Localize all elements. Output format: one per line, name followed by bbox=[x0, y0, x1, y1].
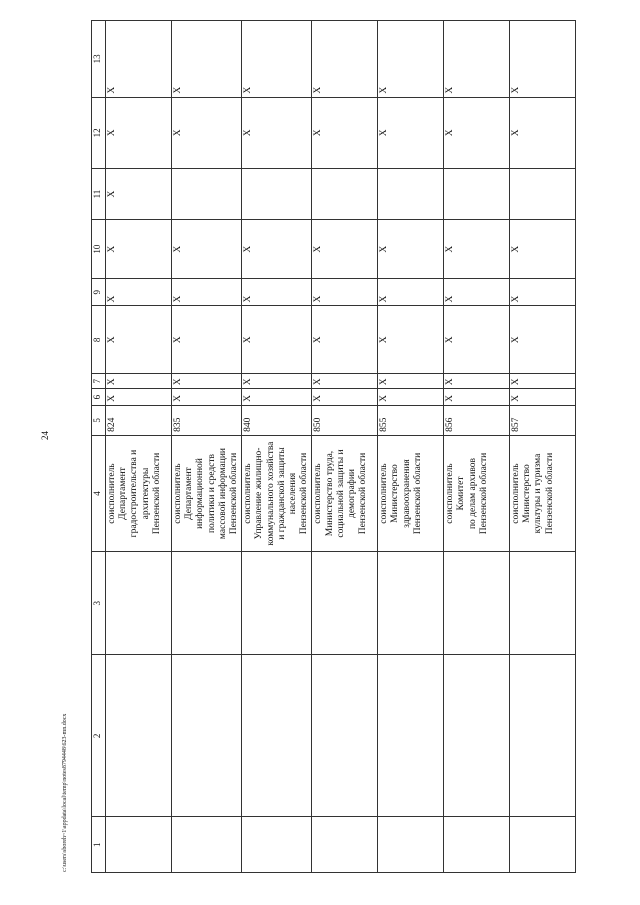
mark-cell: X bbox=[379, 86, 390, 94]
mark-cell: X bbox=[510, 305, 575, 373]
mark-cell: X bbox=[242, 97, 311, 168]
mark-cell: X bbox=[378, 219, 443, 278]
executor-line: соисполнитель bbox=[243, 463, 254, 524]
empty-cell bbox=[242, 817, 311, 873]
table-row bbox=[242, 21, 312, 872]
executor-line: Департамент bbox=[184, 467, 195, 520]
mark-cell: X bbox=[242, 305, 311, 373]
header-col-2: 2 bbox=[92, 654, 105, 816]
table-row bbox=[312, 21, 378, 872]
executor-line: соисполнитель bbox=[107, 463, 117, 524]
mark-cell: X bbox=[172, 388, 241, 405]
mark-cell: X bbox=[378, 388, 443, 405]
executor-line: информационной bbox=[195, 458, 206, 529]
mark-cell: X bbox=[172, 219, 241, 278]
code-cell: 824 bbox=[106, 405, 171, 435]
empty-cell bbox=[172, 551, 241, 654]
executor-line: политики и средств bbox=[206, 453, 217, 534]
mark-cell: X bbox=[510, 219, 575, 278]
mark-cell: X bbox=[313, 86, 324, 94]
executor-line: Министерство труда, bbox=[324, 450, 335, 537]
header-col-9: 9 bbox=[92, 278, 105, 305]
executor-line: населения bbox=[287, 472, 298, 515]
table-header-row bbox=[92, 21, 106, 872]
mark-cell: X bbox=[312, 388, 377, 405]
budget-table bbox=[91, 20, 576, 873]
mark-cell: X bbox=[510, 388, 575, 405]
executor-line: массовой информации bbox=[217, 447, 228, 540]
mark-cell bbox=[242, 168, 311, 219]
mark-cell: X bbox=[172, 97, 241, 168]
executor-line: Пензенской области bbox=[228, 452, 239, 535]
executor-line: соисполнитель bbox=[313, 463, 324, 524]
mark-cell: X bbox=[106, 168, 171, 219]
executor-line: коммунального хозяйства bbox=[265, 441, 276, 546]
empty-cell bbox=[172, 817, 241, 873]
mark-cell: X bbox=[444, 219, 509, 278]
footer-file-path: c:\users\sboreh~1\appdata\local\temp\notes8794448\623-mn.docx bbox=[62, 713, 68, 872]
code-cell: 840 bbox=[242, 405, 311, 435]
empty-cell bbox=[510, 817, 575, 873]
executor-line: соисполнитель bbox=[511, 463, 522, 524]
empty-cell bbox=[510, 551, 575, 654]
empty-cell bbox=[242, 654, 311, 816]
executor-line: Пензенской области bbox=[478, 452, 489, 535]
empty-cell bbox=[378, 817, 443, 873]
header-col-10: 10 bbox=[92, 219, 105, 278]
page-number: 24 bbox=[40, 431, 50, 440]
empty-cell bbox=[378, 654, 443, 816]
mark-cell: X bbox=[172, 278, 241, 305]
executor-cell bbox=[172, 435, 241, 551]
mark-cell: X bbox=[510, 373, 575, 388]
mark-cell: X bbox=[312, 305, 377, 373]
executor-line: соисполнитель bbox=[172, 463, 183, 524]
empty-cell bbox=[106, 654, 171, 816]
mark-cell: X bbox=[242, 373, 311, 388]
mark-cell: X bbox=[378, 305, 443, 373]
mark-cell bbox=[172, 168, 241, 219]
empty-cell bbox=[172, 654, 241, 816]
executor-cell bbox=[444, 435, 509, 551]
executor-line: Министерство bbox=[522, 464, 533, 523]
header-col-7: 7 bbox=[92, 373, 105, 388]
executor-line: соисполнитель bbox=[445, 463, 456, 524]
empty-cell bbox=[378, 551, 443, 654]
executor-cell bbox=[378, 435, 443, 551]
mark-cell: X bbox=[106, 278, 171, 305]
mark-cell: X bbox=[444, 278, 509, 305]
header-col-13: 13 bbox=[92, 54, 102, 64]
empty-cell bbox=[312, 817, 377, 873]
mark-cell: X bbox=[107, 86, 117, 94]
table-row bbox=[106, 21, 172, 872]
header-col-1: 1 bbox=[92, 817, 105, 873]
mark-cell: X bbox=[312, 97, 377, 168]
mark-cell: X bbox=[445, 86, 456, 94]
code-cell: 835 bbox=[172, 405, 241, 435]
mark-cell: X bbox=[444, 97, 509, 168]
code-cell: 855 bbox=[378, 405, 443, 435]
mark-cell: X bbox=[444, 388, 509, 405]
empty-cell bbox=[444, 817, 509, 873]
empty-cell bbox=[106, 817, 171, 873]
executor-line: Департамент bbox=[118, 467, 129, 520]
mark-cell: X bbox=[242, 219, 311, 278]
mark-cell: X bbox=[106, 305, 171, 373]
header-col-6: 6 bbox=[92, 388, 105, 405]
executor-cell bbox=[510, 435, 575, 551]
executor-line: Министерство bbox=[390, 464, 401, 523]
executor-line: культуры и туризма bbox=[533, 453, 544, 534]
executor-line: градостроительства и bbox=[129, 449, 140, 538]
mark-cell: X bbox=[172, 86, 183, 94]
header-col-8: 8 bbox=[92, 305, 105, 373]
executor-line: архитектуры bbox=[140, 467, 151, 520]
mark-cell: X bbox=[378, 97, 443, 168]
mark-cell: X bbox=[106, 219, 171, 278]
mark-cell: X bbox=[510, 278, 575, 305]
executor-line: Пензенской области bbox=[358, 452, 369, 535]
executor-cell bbox=[106, 435, 171, 551]
mark-cell: X bbox=[378, 373, 443, 388]
mark-cell: X bbox=[243, 86, 254, 94]
mark-cell: X bbox=[312, 278, 377, 305]
table-row bbox=[510, 21, 575, 872]
empty-cell bbox=[444, 551, 509, 654]
code-cell: 857 bbox=[510, 405, 575, 435]
mark-cell: X bbox=[242, 388, 311, 405]
mark-cell: X bbox=[312, 219, 377, 278]
executor-line: по делам архивов bbox=[467, 457, 478, 530]
code-cell: 850 bbox=[312, 405, 377, 435]
mark-cell: X bbox=[242, 278, 311, 305]
empty-cell bbox=[312, 551, 377, 654]
table-row bbox=[172, 21, 242, 872]
header-col-11: 11 bbox=[92, 168, 105, 219]
executor-line: Комитет bbox=[456, 476, 467, 511]
table-row bbox=[444, 21, 510, 872]
executor-cell bbox=[312, 435, 377, 551]
executor-line: социальной защиты и bbox=[335, 449, 346, 538]
mark-cell: X bbox=[444, 305, 509, 373]
mark-cell: X bbox=[444, 373, 509, 388]
mark-cell: X bbox=[312, 373, 377, 388]
mark-cell: X bbox=[510, 97, 575, 168]
mark-cell: X bbox=[511, 86, 522, 94]
mark-cell bbox=[510, 168, 575, 219]
mark-cell: X bbox=[378, 278, 443, 305]
executor-line: здравоохранения bbox=[401, 459, 412, 528]
mark-cell: X bbox=[172, 373, 241, 388]
executor-line: Управление жилищно- bbox=[254, 447, 265, 540]
empty-cell bbox=[106, 551, 171, 654]
executor-line: соисполнитель bbox=[379, 463, 390, 524]
executor-line: Пензенской области bbox=[544, 452, 555, 535]
empty-cell bbox=[242, 551, 311, 654]
table-row bbox=[378, 21, 444, 872]
mark-cell bbox=[444, 168, 509, 219]
executor-line: Пензенской области bbox=[299, 452, 310, 535]
mark-cell: X bbox=[106, 97, 171, 168]
header-col-12: 12 bbox=[92, 97, 105, 168]
empty-cell bbox=[312, 654, 377, 816]
executor-line: Пензенской области bbox=[151, 452, 162, 535]
header-col-4: 4 bbox=[92, 435, 105, 551]
executor-cell bbox=[242, 435, 311, 551]
mark-cell: X bbox=[172, 305, 241, 373]
executor-line: Пензенской области bbox=[412, 452, 423, 535]
header-col-3: 3 bbox=[92, 551, 105, 654]
executor-line: демографии bbox=[346, 469, 357, 519]
executor-line: и гражданской защиты bbox=[276, 447, 287, 540]
empty-cell bbox=[444, 654, 509, 816]
mark-cell bbox=[378, 168, 443, 219]
header-col-5: 5 bbox=[92, 405, 105, 435]
empty-cell bbox=[510, 654, 575, 816]
mark-cell bbox=[312, 168, 377, 219]
mark-cell: X bbox=[106, 388, 171, 405]
mark-cell: X bbox=[106, 373, 171, 388]
code-cell: 856 bbox=[444, 405, 509, 435]
